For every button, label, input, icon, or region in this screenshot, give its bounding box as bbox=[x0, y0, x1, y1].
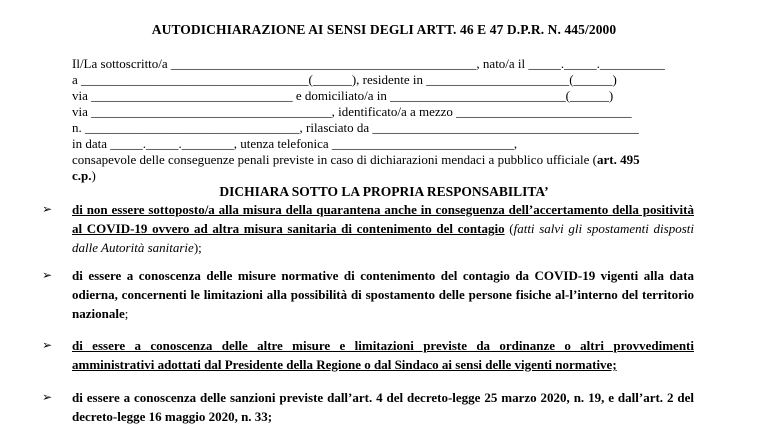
item-tail: ( bbox=[504, 221, 514, 236]
declaration-item-quarantine bbox=[42, 200, 694, 257]
arrow-bullet-icon: ➢ bbox=[42, 268, 53, 282]
item-text: di non essere sottoposto/a alla misura della quarantena anche in conseguenza dell’accertamento della positività al COVID-19 ovvero ad altra misura sanitaria di contenimento del contagio bbox=[72, 202, 694, 236]
item-end: ; bbox=[124, 306, 129, 321]
field-line-date-phone: in data _____._____.________, utenza telefonica ____________________________, bbox=[72, 136, 518, 151]
document-title: AUTODICHIARAZIONE AI SENSI DEGLI ARTT. 46 E 47 D.P.R. N. 445/2000 bbox=[151, 22, 617, 37]
item-end: ); bbox=[193, 240, 202, 255]
item-text: di essere a conoscenza delle altre misure e limitazioni previste da ordinanze o altri provvedimenti amministrativi adottati dal Presidente della Regione o dal Sindaco ai sensi delle vigenti normative; bbox=[72, 338, 694, 372]
declaration-item-sanctions bbox=[42, 388, 694, 426]
art-reference-cont-line bbox=[72, 168, 96, 183]
art-reference-cont: c.p. bbox=[72, 168, 92, 183]
field-line-birthplace: a ___________________________________(______), residente in ______________________(______) bbox=[72, 72, 617, 87]
art-reference-close: ) bbox=[91, 168, 96, 183]
declaration-item-measures bbox=[42, 266, 694, 323]
declaration-item-ordinances bbox=[42, 336, 694, 374]
declaration-heading: DICHIARA SOTTO LA PROPRIA RESPONSABILITA’ bbox=[219, 184, 549, 199]
item-italic: fatti salvi gli spostamenti disposti dalle Autorità sanitarie bbox=[72, 221, 694, 255]
arrow-bullet-icon: ➢ bbox=[42, 338, 53, 352]
item-text: di essere a conoscenza delle sanzioni previste dall’art. 4 del decreto-legge 25 marzo 2020, n. 19, e dall’art. 2 del decreto-legge 16 maggio 2020, n. 33; bbox=[72, 390, 694, 424]
consapevole-line bbox=[72, 152, 640, 167]
field-line-domicile: via _____________________________________, identificato/a a mezzo ___________________________ bbox=[72, 104, 632, 119]
item-text: di essere a conoscenza delle misure normative di contenimento del contagio da COVID-19 vigenti alla data odierna, concernenti le limitazioni alla possibilità di spostamento delle persone fisiche al-l’interno del territorio nazionale bbox=[72, 268, 694, 321]
consapevole-text: consapevole delle conseguenze penali previste in caso di dichiarazioni mendaci a pubblico ufficiale ( bbox=[72, 152, 597, 167]
art-reference: art. 495 bbox=[596, 152, 640, 167]
field-line-document-number: n. _________________________________, rilasciato da _________________________________________ bbox=[72, 120, 639, 135]
field-line-name: Il/La sottoscritto/a _______________________________________________, nato/a il _____._____.__________ bbox=[72, 56, 665, 71]
arrow-bullet-icon: ➢ bbox=[42, 202, 53, 216]
field-line-address: via _______________________________ e domiciliato/a in ___________________________(______) bbox=[72, 88, 614, 103]
arrow-bullet-icon: ➢ bbox=[42, 390, 53, 404]
